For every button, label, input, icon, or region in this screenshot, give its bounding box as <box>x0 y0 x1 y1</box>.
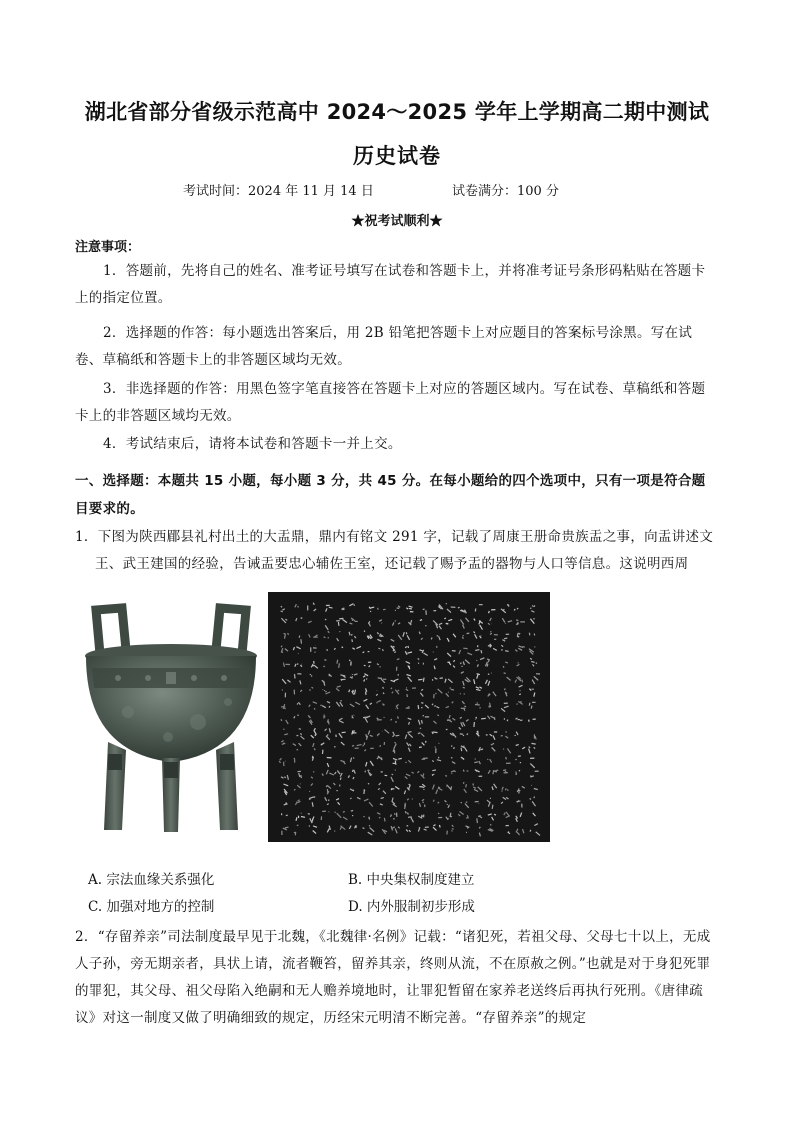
exam-time: 考试时间：2024 年 11 月 14 日 <box>183 184 374 199</box>
inscription-rubbing-image <box>268 592 550 842</box>
exam-title: 湖北省部分省级示范高中 2024～2025 学年上学期高二期中测试 <box>84 100 710 124</box>
notice-item-4: 4．考试结束后，请将本试卷和答题卡一并上交。 <box>103 436 402 452</box>
q1-option-c[interactable]: C. 加强对地方的控制 <box>88 899 215 915</box>
section-one-heading: 一、选择题：本题共 15 小题，每小题 3 分，共 45 分。在每小题给的四个选项中，只有一项是符合题目要求的。 <box>75 473 706 517</box>
good-luck-banner: ★祝考试顺利★ <box>351 214 443 229</box>
full-score: 试卷满分：100 分 <box>452 184 559 199</box>
q1-option-a[interactable]: A. 宗法血缘关系强化 <box>88 872 215 888</box>
notice-item-3: 3．非选择题的作答：用黑色签字笔直接答在答题卡上对应的答题区域内。写在试卷、草稿纸和答题卡上的非答题区域均无效。 <box>75 381 706 424</box>
exam-subtitle: 历史试卷 <box>353 144 441 168</box>
notice-item-1: 1．答题前，先将自己的姓名、准考证号填写在试卷和答题卡上，并将准考证号条形码粘贴在答题卡上的指定位置。 <box>75 263 706 306</box>
q1-option-d[interactable]: D. 内外服制初步形成 <box>348 899 475 915</box>
question-1-stem: 1．下图为陕西郿县礼村出土的大盂鼎，鼎内有铭文 291 字，记载了周康王册命贵族盂之事，向盂讲述文王、武王建国的经验，告诫盂要忠心辅佐王室，还记载了赐予盂的器物与人口等信息。这说明西周 <box>75 529 714 572</box>
q1-option-b[interactable]: B. 中央集权制度建立 <box>348 872 475 888</box>
notice-item-2: 2．选择题的作答：每小题选出答案后，用 2B 铅笔把答题卡上对应题目的答案标号涂黑。写在试卷、草稿纸和答题卡上的非答题区域均无效。 <box>75 325 693 368</box>
notice-heading: 注意事项： <box>75 240 141 255</box>
question-2-stem: 2．“存留养亲”司法制度最早见于北魏，《北魏律·名例》记载：“诸犯死，若祖父母、父母七十以上，无成人子孙，旁无期亲者，具状上请，流者鞭笞，留养其亲，终则从流，不在原赦之例。”也就是对于身犯死罪的罪犯，其父母、祖父母陷入绝嗣和无人赡养境地时，让罪犯暂留在家养老送终后再执行死刑。《唐律疏议》对这一制度又做了明确细致的规定，历经宋元明清不断完善。“存留养亲”的规定 <box>75 929 711 1026</box>
ding-vessel-image <box>78 602 264 834</box>
